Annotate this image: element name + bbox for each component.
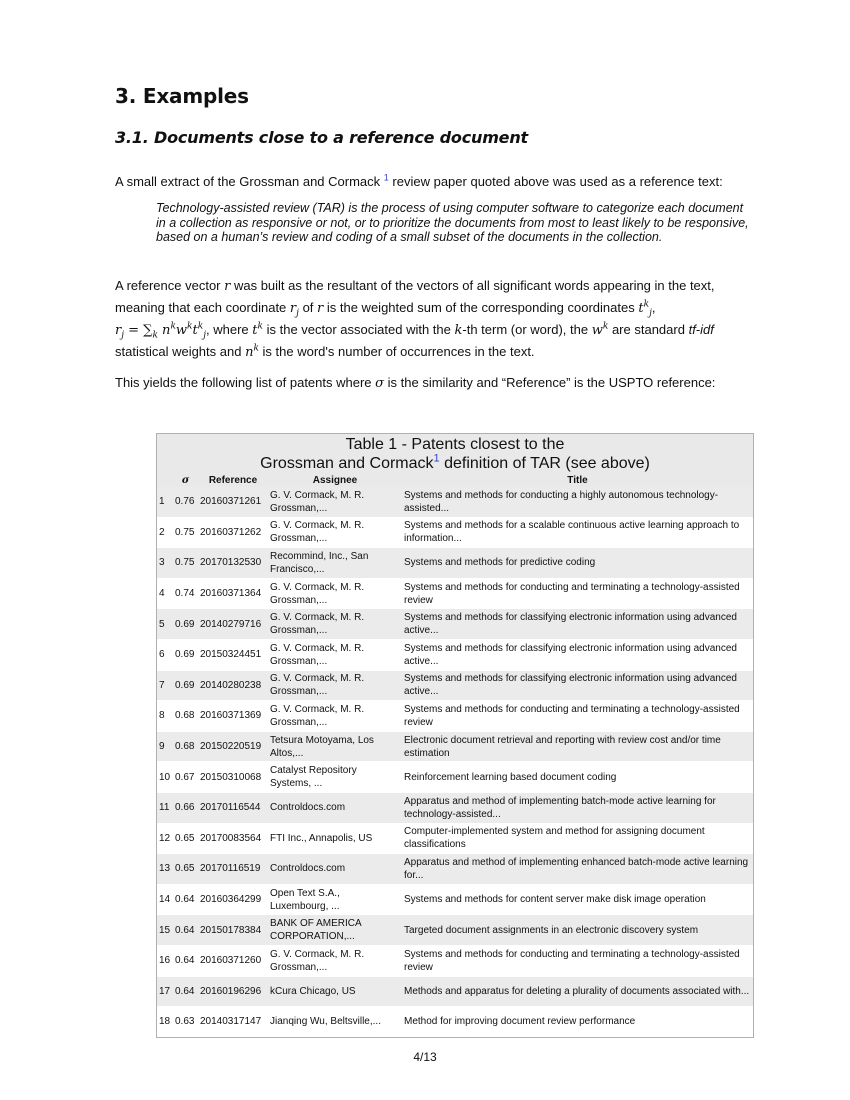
reference-quote: Technology-assisted review (TAR) is the process of using computer software to categorize each document in a collection as responsive or not, or to prioritize the documents from most to least likely to be responsive, based on a human’s review and coding of a small subset of the documents in the collection.: [156, 201, 749, 244]
cell-reference: 20160196296: [198, 976, 268, 1007]
table-row: [157, 670, 753, 701]
header-reference: Reference: [198, 474, 268, 487]
caption-line1: Table 1 - Patents closest to the: [345, 436, 565, 453]
intro-paragraph: [115, 171, 755, 192]
cell-reference: 20160371262: [198, 517, 268, 548]
cell-reference: 20150178384: [198, 915, 268, 946]
cell-index: 13: [157, 854, 173, 885]
table-row: [157, 823, 753, 854]
cell-index: 14: [157, 884, 173, 915]
math-k: k: [454, 323, 463, 338]
cell-assignee: G. V. Cormack, M. R. Grossman,...: [268, 517, 402, 548]
cell-reference: 20150310068: [198, 762, 268, 793]
cell-title: Methods and apparatus for deleting a plurality of documents associated with...: [402, 976, 753, 1007]
caption-footnote-ref[interactable]: 1: [433, 452, 440, 465]
cell-assignee: Controldocs.com: [268, 792, 402, 823]
cell-sigma: 0.75: [173, 548, 198, 579]
cell-assignee: Catalyst Repository Systems, ...: [268, 762, 402, 793]
table-header-row: [157, 474, 753, 487]
results-text: This yields the following list of patents where: [115, 375, 372, 390]
cell-reference: 20170132530: [198, 548, 268, 579]
cell-assignee: Open Text S.A., Luxembourg, ...: [268, 884, 402, 915]
cell-sigma: 0.64: [173, 884, 198, 915]
cell-reference: 20160364299: [198, 884, 268, 915]
cell-sigma: 0.69: [173, 609, 198, 640]
cell-title: Apparatus and method of implementing batch-mode active learning for technology-assisted...: [402, 792, 753, 823]
cell-index: 11: [157, 792, 173, 823]
method-text: A reference vector: [115, 278, 221, 293]
cell-title: Targeted document assignments in an electronic discovery system: [402, 915, 753, 946]
cell-index: 3: [157, 548, 173, 579]
cell-reference: 20160371260: [198, 945, 268, 976]
cell-sigma: 0.65: [173, 854, 198, 885]
header-title: Title: [402, 474, 753, 487]
math-r: r: [224, 279, 231, 294]
table-row: [157, 578, 753, 609]
cell-index: 8: [157, 701, 173, 732]
table-row: [157, 884, 753, 915]
cell-assignee: BANK OF AMERICA CORPORATION,...: [268, 915, 402, 946]
cell-title: Systems and methods for classifying electronic information using advanced active...: [402, 639, 753, 670]
cell-assignee: Recommind, Inc., San Francisco,...: [268, 548, 402, 579]
cell-sigma: 0.67: [173, 762, 198, 793]
cell-title: Systems and methods for classifying electronic information using advanced active...: [402, 670, 753, 701]
method-text: are standard: [611, 322, 685, 337]
patents-table: [156, 433, 754, 1038]
method-text: , where: [206, 322, 249, 337]
cell-sigma: 0.63: [173, 1007, 198, 1037]
cell-sigma: 0.76: [173, 487, 198, 517]
cell-title: Method for improving document review performance: [402, 1007, 753, 1037]
cell-title: Systems and methods for predictive coding: [402, 548, 753, 579]
table-row: [157, 609, 753, 640]
table-row: [157, 762, 753, 793]
cell-reference: 20170116544: [198, 792, 268, 823]
cell-assignee: G. V. Cormack, M. R. Grossman,...: [268, 945, 402, 976]
cell-reference: 20160371261: [198, 487, 268, 517]
method-text: ,: [651, 300, 656, 315]
math-rj: $r_j$: [289, 301, 299, 319]
cell-reference: 20140317147: [198, 1007, 268, 1037]
table-row: [157, 517, 753, 548]
cell-title: Computer-implemented system and method for assigning document classifications: [402, 823, 753, 854]
cell-assignee: G. V. Cormack, M. R. Grossman,...: [268, 701, 402, 732]
cell-assignee: G. V. Cormack, M. R. Grossman,...: [268, 639, 402, 670]
cell-reference: 20150220519: [198, 731, 268, 762]
method-text: is the weighted sum of the corresponding coordinates: [326, 300, 635, 315]
cell-title: Systems and methods for conducting a highly autonomous technology-assisted...: [402, 487, 753, 517]
cell-reference: 20160371364: [198, 578, 268, 609]
cell-assignee: Jianqing Wu, Beltsville,...: [268, 1007, 402, 1037]
cell-index: 7: [157, 670, 173, 701]
cell-index: 6: [157, 639, 173, 670]
method-paragraph: [115, 275, 755, 363]
table-row: [157, 1007, 753, 1037]
intro-text-after: review paper quoted above was used as a reference text:: [392, 174, 723, 189]
results-paragraph: [115, 372, 755, 394]
cell-reference: 20170083564: [198, 823, 268, 854]
cell-index: 1: [157, 487, 173, 517]
cell-reference: 20170116519: [198, 854, 268, 885]
table-row: [157, 487, 753, 517]
cell-title: Systems and methods for conducting and terminating a technology-assisted review: [402, 945, 753, 976]
math-r: r: [317, 301, 324, 316]
cell-reference: 20140279716: [198, 609, 268, 640]
cell-title: Electronic document retrieval and reporting with review cost and/or time estimation: [402, 731, 753, 762]
page-number: 4/13: [413, 1050, 437, 1064]
cell-reference: 20160371369: [198, 701, 268, 732]
subsection-title: 3.1. Documents close to a reference document: [115, 128, 528, 147]
table-row: [157, 976, 753, 1007]
cell-sigma: 0.64: [173, 945, 198, 976]
cell-index: 10: [157, 762, 173, 793]
caption-text: Grossman and Cormack: [260, 455, 434, 472]
cell-title: Systems and methods for conducting and terminating a technology-assisted review: [402, 701, 753, 732]
cell-assignee: G. V. Cormack, M. R. Grossman,...: [268, 670, 402, 701]
cell-index: 9: [157, 731, 173, 762]
caption-text: definition of TAR (see above): [444, 455, 650, 472]
table-row: [157, 945, 753, 976]
cell-assignee: Controldocs.com: [268, 854, 402, 885]
section-title: 3. Examples: [115, 84, 249, 108]
cell-title: Systems and methods for classifying electronic information using advanced active...: [402, 609, 753, 640]
cell-sigma: 0.75: [173, 517, 198, 548]
table-body: [157, 487, 753, 1037]
header-index: [157, 474, 173, 487]
header-assignee: Assignee: [268, 474, 402, 487]
cell-index: 18: [157, 1007, 173, 1037]
cell-index: 16: [157, 945, 173, 976]
table-row: [157, 792, 753, 823]
cell-assignee: Tetsura Motoyama, Los Altos,...: [268, 731, 402, 762]
table-row: [157, 701, 753, 732]
patents-table-grid: [157, 474, 753, 1037]
results-text: is the similarity and “Reference” is the USPTO reference:: [387, 375, 716, 390]
method-text: statistical weights and: [115, 344, 242, 359]
footnote-ref[interactable]: 1: [383, 172, 389, 183]
cell-title: Apparatus and method of implementing enhanced batch-mode active learning for...: [402, 854, 753, 885]
table-row: [157, 548, 753, 579]
cell-reference: 20140280238: [198, 670, 268, 701]
table-row: [157, 731, 753, 762]
math-sigma: σ: [375, 376, 385, 391]
cell-assignee: kCura Chicago, US: [268, 976, 402, 1007]
math-tjk: $t^k_j$: [638, 299, 652, 319]
math-wk: $w^k$: [591, 321, 609, 338]
cell-assignee: FTI Inc., Annapolis, US: [268, 823, 402, 854]
cell-index: 12: [157, 823, 173, 854]
math-formula: $r_j = \sum_k$ $n^kw^kt^k_j$: [115, 321, 207, 341]
cell-reference: 20150324451: [198, 639, 268, 670]
tfidf-term: tf-idf: [688, 322, 714, 337]
cell-assignee: G. V. Cormack, M. R. Grossman,...: [268, 609, 402, 640]
cell-assignee: G. V. Cormack, M. R. Grossman,...: [268, 578, 402, 609]
cell-index: 5: [157, 609, 173, 640]
table-row: [157, 639, 753, 670]
cell-index: 4: [157, 578, 173, 609]
header-sigma: σ: [173, 474, 198, 487]
cell-index: 15: [157, 915, 173, 946]
cell-assignee: G. V. Cormack, M. R. Grossman,...: [268, 487, 402, 517]
cell-sigma: 0.66: [173, 792, 198, 823]
cell-title: Systems and methods for conducting and terminating a technology-assisted review: [402, 578, 753, 609]
method-text: of: [302, 300, 314, 315]
cell-title: Systems and methods for content server make disk image operation: [402, 884, 753, 915]
method-text: is the vector associated with the: [266, 322, 451, 337]
math-tk: $t^k$: [252, 321, 263, 338]
cell-sigma: 0.69: [173, 670, 198, 701]
cell-index: 2: [157, 517, 173, 548]
caption-line2: [157, 454, 753, 473]
cell-sigma: 0.64: [173, 976, 198, 1007]
cell-title: Reinforcement learning based document coding: [402, 762, 753, 793]
method-text: is the word's number of occurrences in the text.: [262, 344, 535, 359]
cell-title: Systems and methods for a scalable continuous active learning approach to information...: [402, 517, 753, 548]
cell-sigma: 0.74: [173, 578, 198, 609]
cell-sigma: 0.65: [173, 823, 198, 854]
cell-sigma: 0.69: [173, 639, 198, 670]
method-text: -th term (or word), the: [462, 322, 589, 337]
cell-sigma: 0.68: [173, 701, 198, 732]
intro-text-before: A small extract of the Grossman and Cormack: [115, 174, 381, 189]
cell-sigma: 0.64: [173, 915, 198, 946]
cell-index: 17: [157, 976, 173, 1007]
cell-sigma: 0.68: [173, 731, 198, 762]
math-nk: $n^k$: [245, 343, 259, 360]
method-text: was built as the resultant of the vectors of all significant words appearing in the text, meaning that each coordinate: [115, 278, 715, 315]
table-row: [157, 915, 753, 946]
table-row: [157, 854, 753, 885]
table-caption: [157, 434, 753, 474]
